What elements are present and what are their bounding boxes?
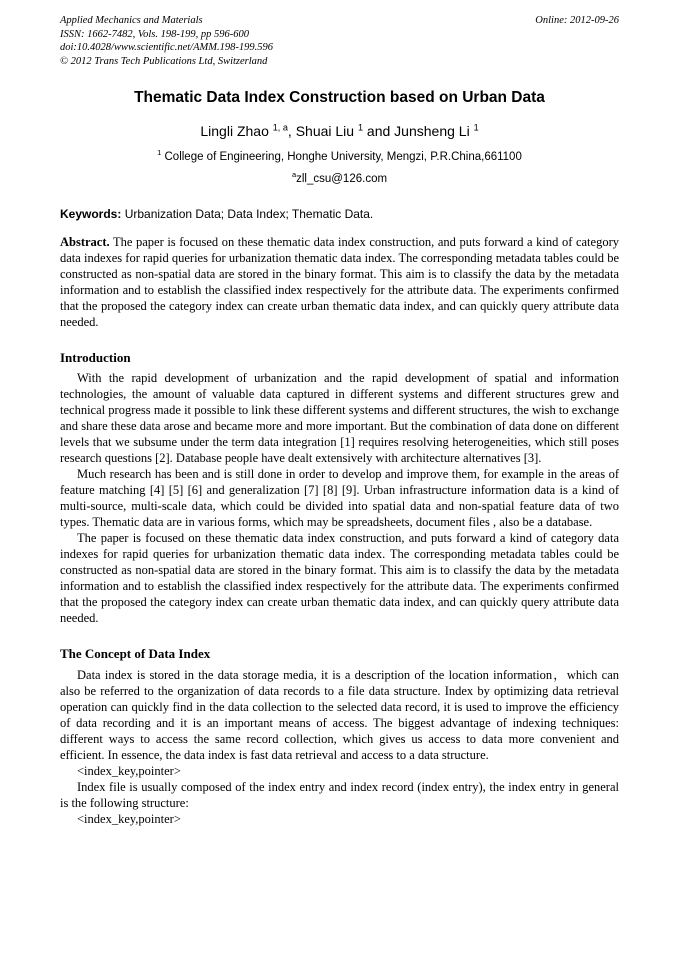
email-line [60,169,619,187]
email-sup: a [291,169,297,179]
keywords-text: Urbanization Data; Data Index; Thematic Data. [121,206,374,221]
section-heading-concept-of-data-index: The Concept of Data Index [60,646,211,662]
affiliation-sup: 1 [157,148,162,158]
concept-paragraph-1: Data index is stored in the data storage media, it is a description of the location information，which can also be referred to the organization of data records to a file data structure. Index by optimizing data retrieval operation can quickly find in the data collection to the selected data record, it is used to improve the efficiency of data recording and it is an important means of access. The biggest advantage of indexing techniques: different ways to access the same record collection, which gives us access to data more convenient and efficient. In essence, the data index is fast data retrieval and access to a data structure. [60,667,619,762]
affiliation-line [60,148,619,165]
keywords-label: Keywords: [60,206,122,221]
abstract-text: The paper is focused on these thematic data index construction, and puts forward a kind of category data indexes for rapid queries for urbanization thematic data index. The corresponding metadata tables could be constructed as non-spatial data are stored in the binary format. This aim is to classify the data by the metadata information and to establish the classified index respectively for the attribute data. The experiments confirmed that the proposed the category index can create urban thematic data index, and can quickly query attribute data needed. [60,235,619,330]
introduction-paragraph-1: With the rapid development of urbanization and the rapid development of spatial and information technologies, the amount of valuable data captured in different systems and different structures grew and technical progress made it possible to link these different systems and different structures, the wish to exchange and share these data arose and became more and more important. But the combination of data done on different levels that we subsume under the term data integration [1] requires resolving heterogeneities, which still poses research questions [2]. Database people have dealt extensively with architecture alternatives [3]. [60,371,619,466]
abstract-label: Abstract. [60,235,110,250]
journal-info-block [60,14,273,69]
journal-title: Applied Mechanics and Materials [60,15,203,26]
journal-doi-line: doi:10.4028/www.scientific.net/AMM.198-199.596 [60,42,273,54]
introduction-paragraph-2: Much research has been and is still done in order to develop and improve them, for example in the areas of feature matching [4] [5] [6] and generalization [7] [8] [9]. Urban infrastructure information data is a kind of multi-source, multi-scale data, which could be divided into spatial data and non-spatial feature data of two types. Thematic data are in various forms, which may be spreadsheets, document files , also be a database. [60,467,619,530]
introduction-paragraph-3: The paper is focused on these thematic data index construction, and puts forward a kind of category data indexes for rapid queries for urbanization thematic data index. The corresponding metadata tables could be constructed as non-spatial data are stored in the binary format. This aim is to classify the data by the metadata information and to establish the classified index respectively for the attribute data. The experiments confirmed that the proposed the category index can create urban thematic data index, and can quickly query attribute data needed. [60,531,619,626]
online-date: Online: 2012-09-26 [535,15,619,26]
author-name-2: , Shuai Liu [287,123,358,140]
authors-line [60,123,619,140]
index-key-pointer-line-1: <index_key,pointer> [77,763,181,778]
paper-title: Thematic Data Index Construction based on Urban Data [134,88,545,106]
journal-copyright-line: © 2012 Trans Tech Publications Ltd, Switzerland [60,55,268,67]
journal-header [60,14,619,69]
index-key-pointer-line-2: <index_key,pointer> [77,811,181,826]
affiliation-text: College of Engineering, Honghe University, Mengzi, P.R.China,661100 [161,150,522,163]
journal-issn-line: ISSN: 1662-7482, Vols. 198-199, pp 596-600 [60,28,249,40]
section-heading-introduction: Introduction [60,350,131,366]
keywords-line [60,207,619,223]
abstract-paragraph [60,234,619,330]
author-sup-1: 1, a [272,122,288,133]
author-name-1: Lingli Zhao [200,123,273,140]
concept-paragraph-2: Index file is usually composed of the index entry and index record (index entry), the index entry in general is the following structure: [60,779,619,810]
email-text: zll_csu@126.com [296,172,388,185]
author-sup-3: 1 [473,122,479,133]
author-sup-2: 1 [357,122,364,133]
author-name-3: and Junsheng Li [363,123,474,140]
